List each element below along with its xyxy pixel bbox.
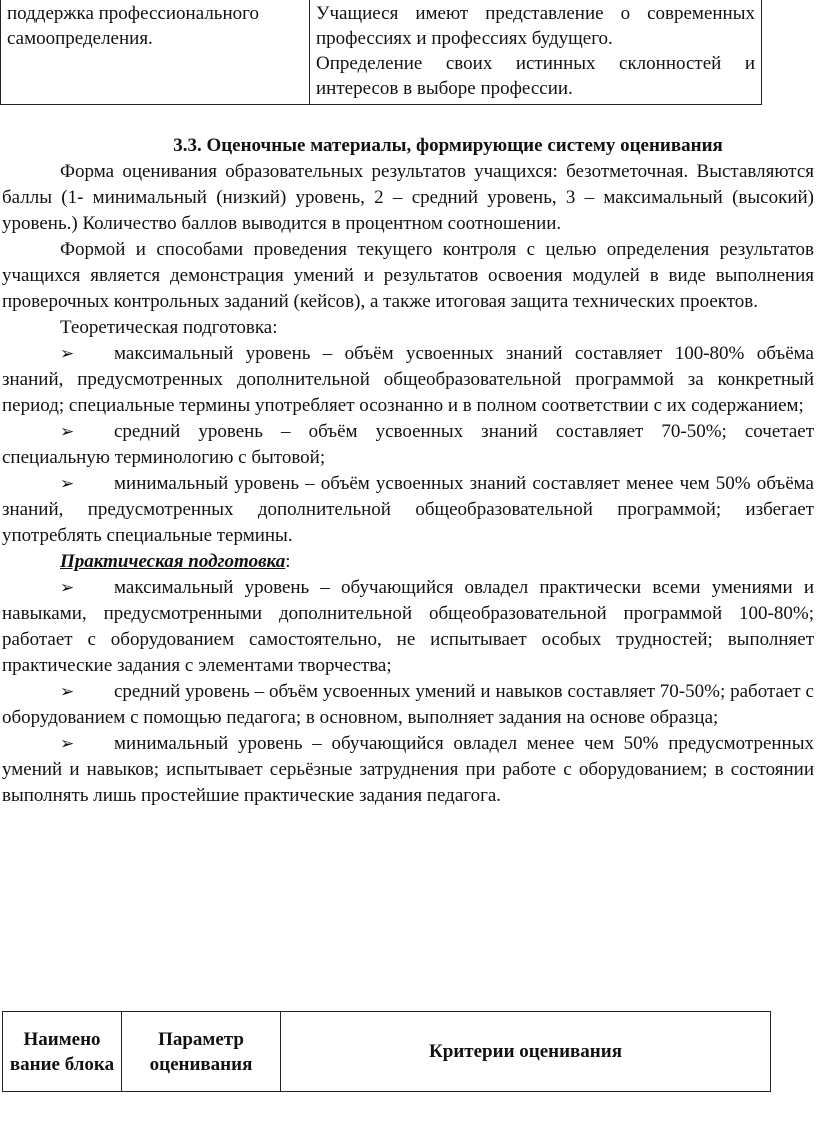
list-item (2, 575, 814, 679)
criteria-table-header (2, 1011, 771, 1092)
list-item-text: средний уровень – объём усвоенных знаний составляет 70-50%; сочетает специальную терминологию с бытовой; (2, 421, 814, 468)
paragraph: Форма оценивания образовательных результатов учащихся: безотметочная. Выставляются баллы (1- минимальный (низкий) уровень, 2 – средний уровень, 3 – максимальный (высокий) уровень.) Количество баллов выводится в процентном соотношении. (2, 161, 814, 234)
list-item (2, 341, 814, 419)
arrow-bullet-icon: ➢ (60, 734, 75, 754)
list-item-text: минимальный уровень – обучающийся овладел менее чем 50% предусмотренных умений и навыков; испытывает серьёзные затруднения при работе с оборудованием; в состоянии выполнять лишь простейшие практические задания педагога. (2, 733, 814, 806)
section-heading: 3.3. Оценочные материалы, формирующие систему оценивания (173, 135, 723, 156)
arrow-bullet-icon: ➢ (60, 578, 75, 598)
list-item-text: средний уровень – объём усвоенных умений и навыков составляет 70-50%; работает с оборудованием с помощью педагога; в основном, выполняет задания на основе образца; (2, 681, 814, 728)
arrow-bullet-icon: ➢ (60, 682, 75, 702)
main-content (2, 133, 814, 809)
table-header-row (3, 1012, 771, 1092)
header-block-name: Наимено вание блока (3, 1012, 122, 1092)
list-item-text: максимальный уровень – обучающийся овладел практически всеми умениями и навыками, предусмотренными дополнительной общеобразовательной программой 100-80%; работает с оборудованием самостоятельно, не испытывает особых трудностей; выполняет практические задания с элементами творчества; (2, 577, 814, 676)
table-cell-left: поддержка профессионального самоопределения. (1, 0, 310, 105)
paragraph: Формой и способами проведения текущего контроля с целью определения результатов учащихся является демонстрация умений и результатов освоения модулей в виде выполнения проверочных контрольных заданий (кейсов), а также итоговая защита технических проектов. (2, 239, 814, 312)
list-item-text: максимальный уровень – объём усвоенных знаний составляет 100-80% объёма знаний, предусмотренных дополнительной общеобразовательной программой за конкретный период; специальные термины употребляет осознанно и в полном соответствии с их содержанием; (2, 343, 814, 416)
list-item (2, 471, 814, 549)
cell-paragraph: Учащиеся имеют представление о современных профессиях и профессиях будущего. (316, 3, 755, 49)
list-item (2, 679, 814, 731)
arrow-bullet-icon: ➢ (60, 422, 75, 442)
practice-heading (2, 549, 814, 575)
practice-colon: : (285, 551, 291, 572)
table-row (1, 0, 762, 105)
list-item (2, 731, 814, 809)
practice-label: Практическая подготовка (60, 551, 286, 572)
header-parameter: Параметр оценивания (122, 1012, 281, 1092)
list-item-text: минимальный уровень – объём усвоенных знаний составляет менее чем 50% объёма знаний, предусмотренных дополнительной общеобразовательной программой; избегает употреблять специальные термины. (2, 473, 814, 546)
arrow-bullet-icon: ➢ (60, 474, 75, 494)
header-criteria: Критерии оценивания (281, 1012, 771, 1092)
theory-label: Теоретическая подготовка: (60, 317, 278, 338)
cell-paragraph: Определение своих истинных склонностей и интересов в выборе профессии. (316, 53, 755, 99)
list-item (2, 419, 814, 471)
table-cell-right (310, 0, 762, 105)
arrow-bullet-icon: ➢ (60, 344, 75, 364)
top-table (0, 0, 762, 105)
